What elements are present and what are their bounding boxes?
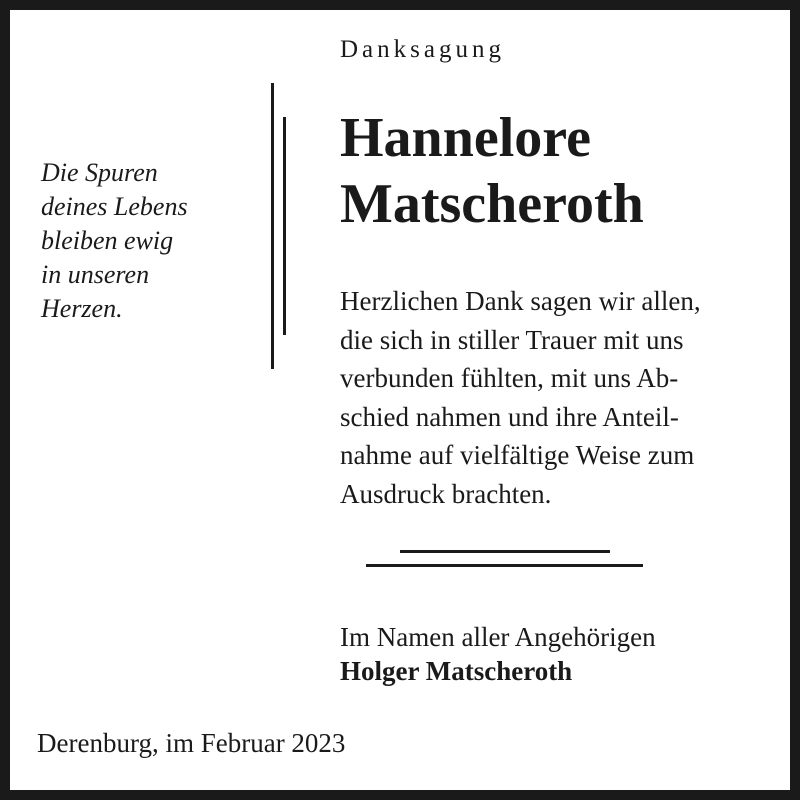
horizontal-divider-long bbox=[366, 564, 643, 567]
horizontal-divider-short bbox=[400, 550, 610, 553]
signature-intro: Im Namen aller Angehörigen bbox=[340, 622, 656, 652]
verse-line: in unseren bbox=[41, 260, 150, 289]
verse-line: deines Lebens bbox=[41, 192, 188, 221]
notice-heading: Danksagung bbox=[340, 36, 505, 63]
message-line: schied nahmen und ihre Anteil- bbox=[340, 401, 679, 432]
verse-line: Die Spuren bbox=[41, 158, 158, 187]
vertical-divider-short bbox=[283, 117, 286, 335]
verse-line: Herzen. bbox=[41, 294, 123, 323]
thanks-message bbox=[340, 282, 701, 514]
message-line: Ausdruck brachten. bbox=[340, 478, 552, 509]
verse-line: bleiben ewig bbox=[41, 226, 174, 255]
place-date: Derenburg, im Februar 2023 bbox=[37, 728, 346, 758]
vertical-divider-long bbox=[271, 83, 274, 369]
signer-name: Holger Matscheroth bbox=[340, 656, 573, 686]
message-line: die sich in stiller Trauer mit uns bbox=[340, 324, 684, 355]
deceased-name bbox=[340, 105, 644, 237]
deceased-first-name: Hannelore bbox=[340, 107, 591, 169]
message-line: verbunden fühlten, mit uns Ab- bbox=[340, 363, 679, 394]
deceased-last-name: Matscheroth bbox=[340, 173, 644, 235]
message-line: nahme auf vielfältige Weise zum bbox=[340, 440, 695, 471]
memorial-verse bbox=[41, 156, 188, 326]
message-line: Herzlichen Dank sagen wir allen, bbox=[340, 286, 701, 316]
signature-block bbox=[340, 620, 656, 688]
